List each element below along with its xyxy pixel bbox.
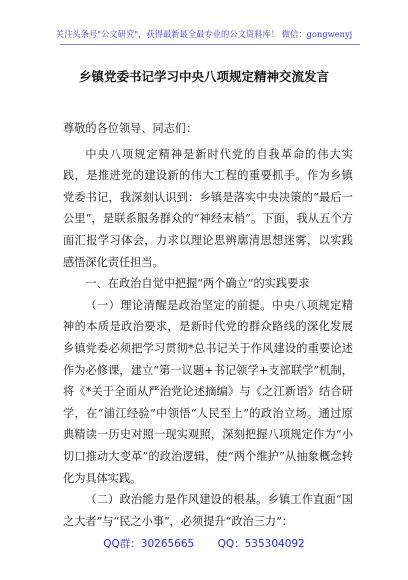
paragraph-sub-1: （一）理论清醒是政治坚定的前提。中央八项规定精神的本质是政治要求，是新时代党的群众路线的深化发展乡镇党委必须把学习贯彻*总书记关于作风建设的重要论述作为必修课，建立“第一议题+书记领学+支部联学”机制，将《*关于全面从严治党论述摘编》与《之江新语》结合研学，在“浦江经验”中领悟“人民至上”的政治立场。通过原典精读一历史对照一现实观照，深刻把握八项规定作为“小切口推动大变革”的政治逻辑，使“两个维护”从抽象概念转化为具体实践。 [63,298,353,485]
document-title: 乡镇党委书记学习中央八项规定精神交流发言 [78,69,329,84]
document-body [63,118,353,532]
footer-contact [0,536,408,551]
section-heading-1: 一、在政治自觉中把握“两个确立”的实践要求 [85,277,310,291]
footer-qq: QQ：535304092 [217,538,305,550]
header-rule [60,44,360,45]
salutation: 尊敬的各位领导、同志们： [63,122,198,135]
paragraph-sub-2: （二）政治能力是作风建设的根基。乡镇工作直面“国之大者”与“民之小事”，必须提升“政治三力”： [63,493,353,528]
header-banner: 关注头条号"公文研究"，获得最新最全最专业的公文资料库！ 微信：gongwenyj [55,29,353,39]
footer-qq-group: QQ群：30265665 [103,538,195,550]
paragraph-intro: 中央八项规定精神是新时代党的自我革命的伟大实践，是推进党的建设新的伟大工程的重要抓手。作为乡镇党委书记，我深刻认识到：乡镇是落实中央决策的“最后一公里”，是联系服务群众的“神经末梢”。下面，我从五个方面汇报学习体会，力求以理论思辨廓清思想迷雾，以实践感悟深化责任担当。 [63,147,353,269]
